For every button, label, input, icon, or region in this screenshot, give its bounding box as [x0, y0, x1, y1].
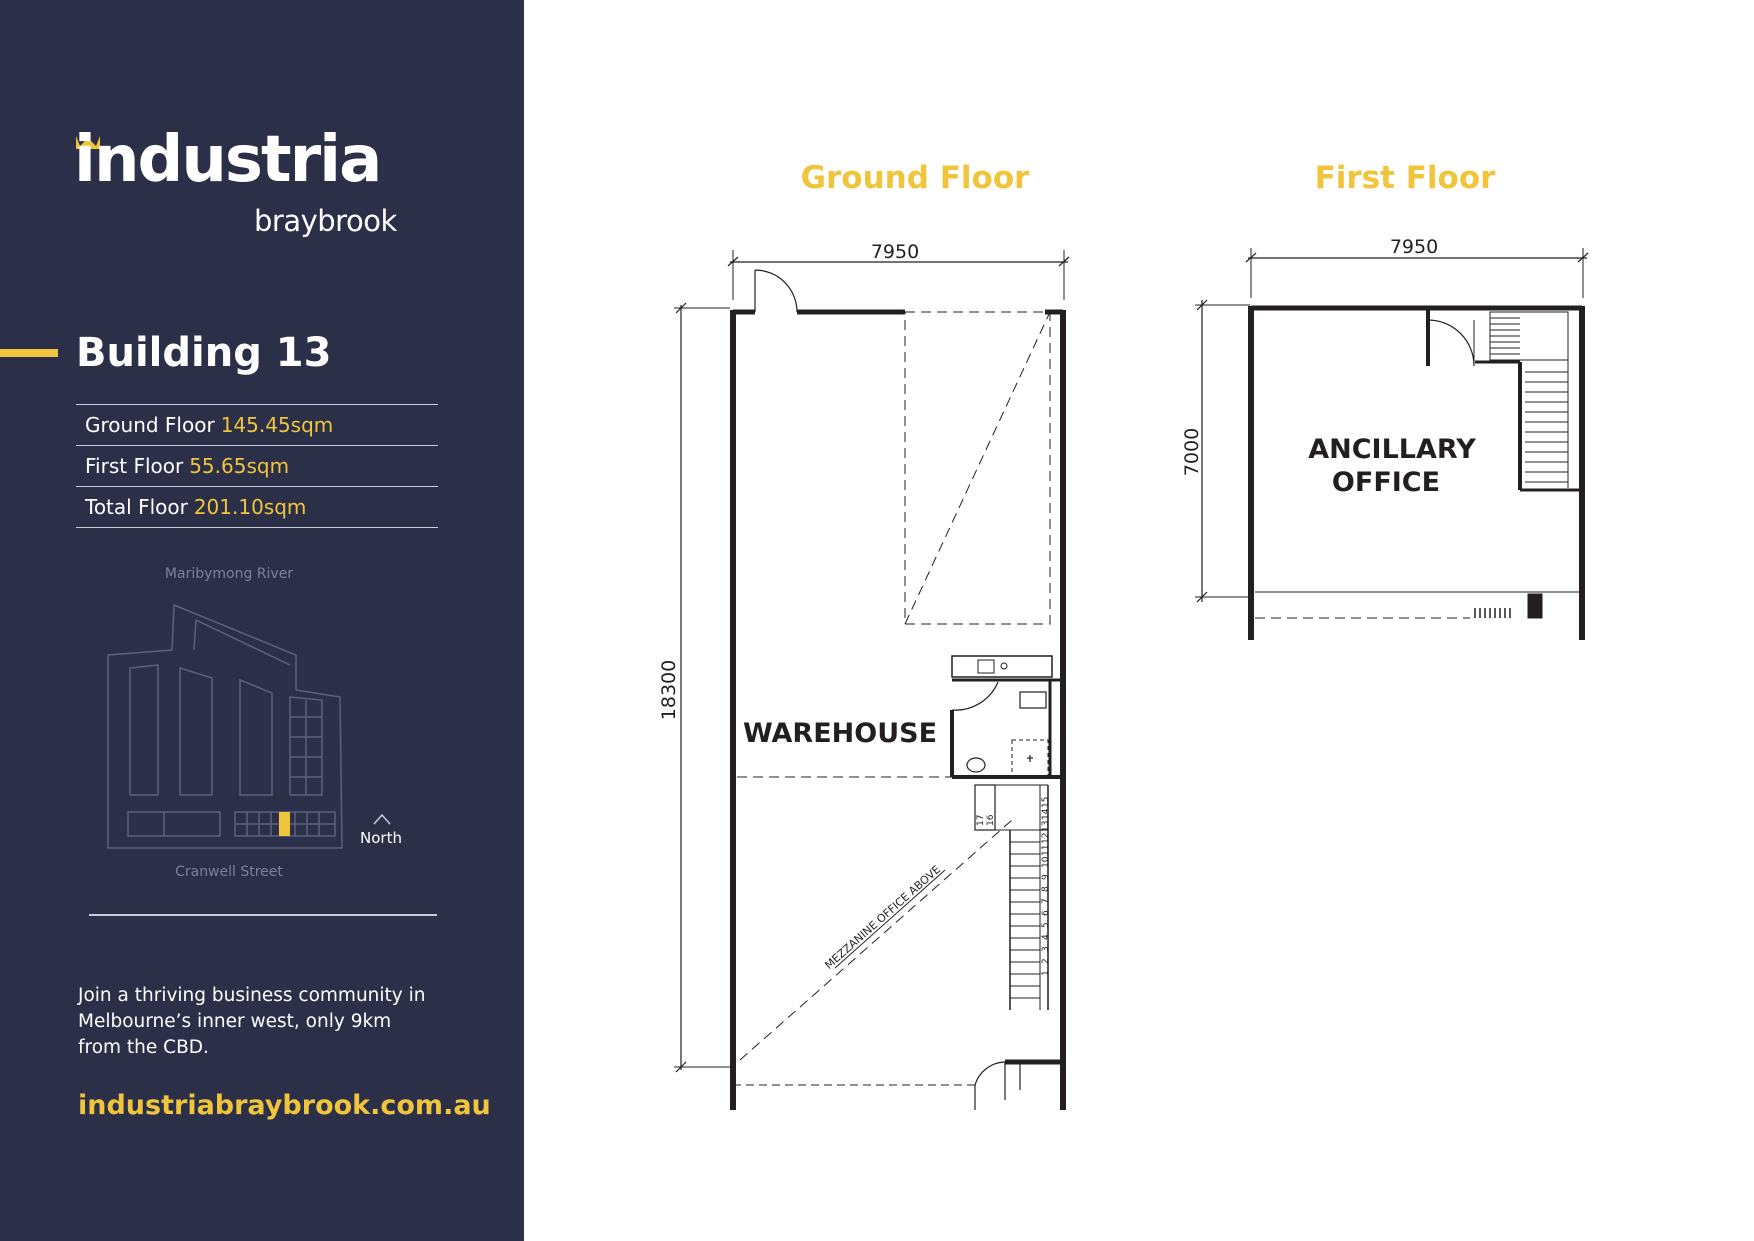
- step-number: 8: [1041, 886, 1051, 892]
- ancillary-office-label-line1: ANCILLARY: [1308, 434, 1476, 465]
- step-number: 13: [1041, 820, 1051, 832]
- website-link[interactable]: industriabraybrook.com.au: [78, 1090, 491, 1121]
- area-value: 201.10sqm: [193, 495, 307, 519]
- step-number: 5: [1041, 922, 1051, 928]
- ground-depth-dim: 18300: [658, 659, 680, 721]
- north-label: North: [360, 829, 402, 847]
- first-width-dim: 7950: [1389, 236, 1439, 258]
- mezzanine-underline: [835, 870, 945, 968]
- building-title: Building 13: [76, 330, 332, 376]
- first-floor-title: First Floor: [1314, 160, 1496, 196]
- stair-treads: [1010, 842, 1040, 998]
- ground-width-dim: 7950: [870, 241, 920, 263]
- step-number: 16: [986, 814, 996, 826]
- step-number: 1: [1041, 970, 1051, 976]
- step-number: 3: [1041, 946, 1051, 952]
- ground-floor-plan: [674, 250, 1069, 1110]
- step-number: 10: [1041, 856, 1051, 868]
- step-number: 17: [976, 814, 986, 826]
- intro-text: Join a thriving business community in Melbourne’s inner west, only 9km from the CBD.: [78, 985, 426, 1058]
- step-number: 2: [1041, 958, 1051, 964]
- area-label: Total Floor: [85, 495, 188, 519]
- step-number: 15: [1041, 796, 1051, 808]
- step-number: 14: [1041, 808, 1051, 820]
- area-label: Ground Floor: [85, 413, 215, 437]
- mezzanine-label: MEZZANINE OFFICE ABOVE: [822, 862, 944, 972]
- step-number: 11: [1041, 844, 1051, 856]
- step-number: 12: [1041, 832, 1051, 844]
- site-bottom-label: Cranwell Street: [175, 864, 283, 880]
- area-value: 55.65sqm: [189, 454, 290, 478]
- step-number: 6: [1041, 910, 1051, 916]
- first-depth-dim: 7000: [1181, 427, 1203, 477]
- warehouse-label: WAREHOUSE: [742, 718, 938, 749]
- ground-floor-title: Ground Floor: [800, 160, 1030, 196]
- site-top-label: Maribymong River: [164, 566, 294, 582]
- step-number: 4: [1041, 934, 1051, 940]
- area-label: First Floor: [85, 454, 184, 478]
- first-floor-stair-down: [1475, 608, 1510, 618]
- area-value: 145.45sqm: [220, 413, 334, 437]
- step-number: 7: [1041, 898, 1051, 904]
- step-number: 9: [1041, 874, 1051, 880]
- logo-wordmark: industria: [74, 123, 381, 197]
- first-floor-stair-treads: [1490, 318, 1568, 482]
- logo-subtitle: braybrook: [254, 204, 397, 238]
- ancillary-office-label-line2: OFFICE: [1331, 467, 1441, 498]
